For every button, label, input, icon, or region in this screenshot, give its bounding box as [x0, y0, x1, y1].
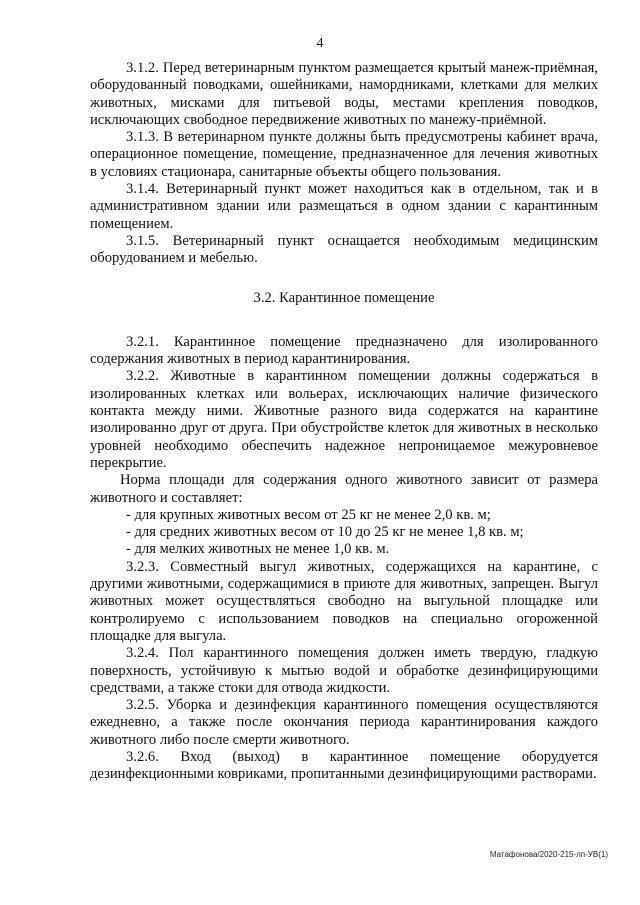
- paragraph-3-2-4: 3.2.4. Пол карантинного помещения должен иметь твердую, гладкую поверхность, устойчивую к мытью водой и обработке дезинфицирующими средствами, а также стоки для отвода жидкости.: [90, 645, 598, 696]
- norm-item-large: - для крупных животных весом от 25 кг не менее 2,0 кв. м;: [126, 506, 491, 523]
- paragraph-3-1-5: 3.1.5. Ветеринарный пункт оснащается необходимым медицинским оборудованием и мебелью.: [90, 232, 598, 267]
- paragraph-3-2-2: 3.2.2. Животные в карантинном помещении должны содержаться в изолированных клетках или вольерах, исключающих наличие физического контакта между ними. Животные разного вида содержатся на карантине изолированно друг от друга. При обустройстве клеток для животных в несколько уровней необходимо обеспечить надежное непроницаемое межуровневое перекрытие.: [90, 368, 598, 471]
- page-number: 4: [316, 36, 324, 51]
- paragraph-3-1-3: 3.1.3. В ветеринарном пункте должны быть предусмотрены кабинет врача, операционное помещение, помещение, предназначенное для лечения животных в условиях стационара, санитарные объекты общего пользования.: [90, 129, 598, 180]
- section-heading: 3.2. Карантинное помещение: [253, 289, 435, 306]
- document-body: [90, 60, 598, 784]
- paragraph-3-1-2: 3.1.2. Перед ветеринарным пунктом размещается крытый манеж-приёмная, оборудованный поводками, ошейниками, намордниками, клетками для мелких животных, мисками для питьевой воды, местами крепления поводков, исключающих свободное передвижение животных по манежу-приёмной.: [90, 60, 598, 128]
- norm-item-medium: - для средних животных весом от 10 до 25 кг не менее 1,8 кв. м;: [126, 524, 524, 541]
- norm-paragraph: Норма площади для содержания одного животного зависит от размера животного и составляет:: [90, 472, 598, 506]
- paragraph-3-2-5: 3.2.5. Уборка и дезинфекция карантинного помещения осуществляются ежедневно, а также после окончания периода карантинирования каждого животного либо после смерти животного.: [90, 697, 598, 748]
- paragraph-3-2-6: 3.2.6. Вход (выход) в карантинное помещение оборудуется дезинфекционными ковриками, пропитанными дезинфицирующими растворами.: [90, 748, 598, 783]
- paragraph-3-2-3: 3.2.3. Совместный выгул животных, содержащихся на карантине, с другими животными, содержащимися в приюте для животных, запрещен. Выгул животных может осуществляться свободно на выгульной площадке или контролируемо с использованием поводков на специально огороженной площадке для выгула.: [90, 558, 598, 644]
- norm-item-small: - для мелких животных не менее 1,0 кв. м.: [126, 541, 390, 558]
- paragraph-3-2-1: 3.2.1. Карантинное помещение предназначено для изолированного содержания животных в период карантинирования.: [90, 333, 598, 368]
- footer-document-code: Матафонова/2020-215-лп-УВ(1): [489, 850, 608, 859]
- paragraph-3-1-4: 3.1.4. Ветеринарный пункт может находиться как в отдельном, так и в административном здании или размещаться в одном здании с карантинным помещением.: [90, 181, 598, 232]
